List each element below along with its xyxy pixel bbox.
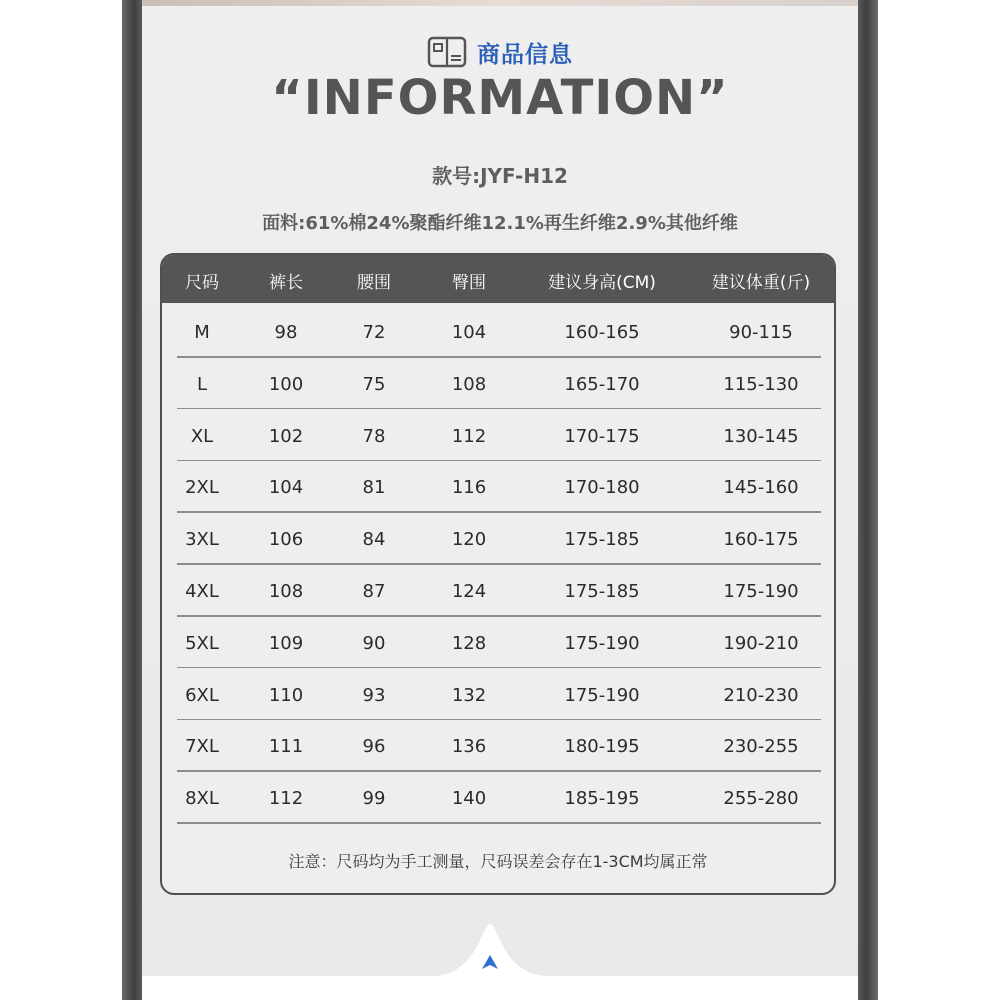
table-cell: M: [194, 322, 210, 343]
table-cell: 230-255: [723, 736, 799, 758]
up-arrow-icon[interactable]: [482, 954, 498, 968]
table-cell: 112: [268, 788, 304, 810]
table-cell: 120: [451, 529, 487, 551]
column-header: 臀围: [452, 273, 486, 293]
table-cell: L: [196, 373, 208, 395]
section-header: [142, 34, 858, 70]
table-cell: 6XL: [185, 684, 219, 706]
table-cell: 96: [362, 736, 386, 758]
table-cell: 109: [268, 632, 304, 654]
row-divider: [177, 408, 821, 410]
table-cell: 175-190: [564, 632, 640, 654]
bottom-tab: [142, 900, 858, 1000]
table-cell: 190-210: [723, 632, 799, 654]
table-cell: 93: [362, 684, 386, 706]
table-cell: 99: [362, 788, 386, 810]
product-info-icon: [427, 36, 469, 68]
row-divider: [177, 719, 821, 721]
right-dark-border: [858, 0, 878, 1000]
column-header: 建议体重(斤): [711, 273, 811, 293]
table-cell: 5XL: [185, 632, 219, 654]
table-cell: 160-175: [723, 529, 799, 551]
top-strip: [142, 0, 858, 6]
table-cell: 2XL: [185, 477, 219, 499]
table-cell: 75: [362, 373, 386, 395]
table-cell: 115-130: [723, 373, 799, 395]
table-row: [162, 359, 834, 411]
table-row: [162, 411, 834, 463]
table-cell: 165-170: [564, 373, 640, 395]
row-divider: [177, 615, 821, 617]
row-divider: [177, 667, 821, 669]
column-header: 建议身高(CM): [548, 273, 656, 293]
table-cell: 132: [451, 684, 487, 706]
table-cell: 136: [451, 736, 487, 758]
page-title: “INFORMATION”: [271, 70, 729, 126]
table-row: [162, 773, 834, 825]
table-cell: 170-175: [564, 425, 640, 447]
measurement-note: 注意：尺码均为手工测量，尺码误差会存在1-3CM均属正常: [288, 852, 708, 871]
table-cell: 185-195: [564, 788, 640, 810]
table-row: [162, 307, 834, 359]
row-divider: [177, 356, 821, 358]
row-divider: [177, 563, 821, 565]
table-cell: 100: [268, 373, 304, 395]
table-cell: 3XL: [185, 529, 219, 551]
table-cell: 4XL: [185, 581, 219, 602]
table-cell: 87: [362, 581, 386, 602]
table-cell: 160-165: [564, 322, 640, 343]
table-cell: 98: [274, 322, 298, 343]
table-cell: 111: [268, 736, 304, 758]
table-cell: 180-195: [564, 736, 640, 758]
table-cell: 145-160: [723, 477, 799, 499]
table-cell: 104: [268, 477, 304, 499]
row-divider: [177, 460, 821, 462]
info-card: [142, 0, 858, 1000]
column-header: 腰围: [357, 273, 391, 293]
table-row: [162, 462, 834, 514]
table-cell: 140: [451, 788, 487, 810]
table-row: [162, 566, 834, 618]
table-cell: 124: [451, 581, 487, 602]
table-cell: 108: [268, 581, 304, 602]
table-cell: 81: [362, 477, 386, 499]
table-cell: 210-230: [723, 684, 799, 706]
table-cell: 90: [362, 632, 386, 654]
table-cell: 72: [362, 322, 386, 343]
table-cell: 78: [362, 425, 386, 447]
table-row: [162, 514, 834, 566]
table-row: [162, 618, 834, 670]
table-cell: 116: [451, 477, 487, 499]
table-cell: 102: [268, 425, 304, 447]
table-cell: 108: [451, 373, 487, 395]
table-cell: 128: [451, 632, 487, 654]
table-cell: 130-145: [723, 425, 799, 447]
table-cell: 175-185: [564, 529, 640, 551]
table-cell: 84: [362, 529, 386, 551]
fabric-composition: 面料:61%棉24%聚酯纤维12.1%再生纤维2.9%其他纤维: [262, 213, 738, 234]
table-cell: 170-180: [564, 477, 640, 499]
table-cell: 104: [451, 322, 487, 343]
right-margin: [878, 0, 1000, 1000]
table-cell: 7XL: [185, 736, 219, 758]
table-cell: XL: [190, 425, 214, 447]
table-cell: 8XL: [185, 788, 219, 810]
row-divider: [177, 822, 821, 824]
column-header: 尺码: [185, 273, 219, 293]
table-cell: 255-280: [723, 788, 799, 810]
table-cell: 106: [268, 529, 304, 551]
table-cell: 90-115: [729, 322, 793, 343]
table-cell: 110: [268, 684, 304, 706]
table-row: [162, 670, 834, 722]
table-row: [162, 721, 834, 773]
size-table: [160, 253, 836, 895]
table-cell: 175-190: [564, 684, 640, 706]
column-header: 裤长: [269, 273, 303, 293]
left-dark-border: [122, 0, 142, 1000]
left-margin: [0, 0, 128, 1000]
table-cell: 175-185: [564, 581, 640, 602]
row-divider: [177, 770, 821, 772]
table-header: [162, 255, 834, 303]
table-cell: 175-190: [723, 581, 799, 602]
model-number: 款号:JYF-H12: [432, 164, 568, 188]
row-divider: [177, 511, 821, 513]
table-cell: 112: [451, 425, 487, 447]
section-label: 商品信息: [477, 41, 573, 68]
